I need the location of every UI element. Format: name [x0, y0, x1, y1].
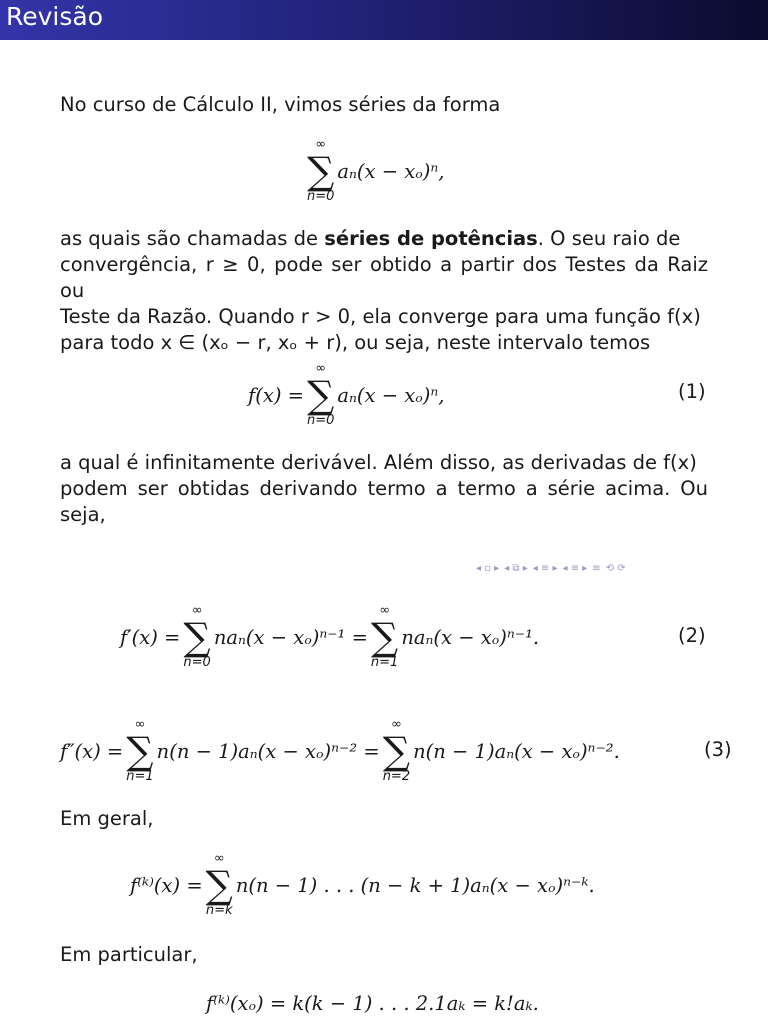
beamer-navigation — [476, 560, 768, 576]
equation-number-3: (3) — [704, 738, 732, 761]
general-derivative-equation — [130, 852, 595, 918]
eq3-lhs: f″(x) = — [60, 739, 124, 763]
sum-symbol — [126, 718, 153, 784]
equation-2 — [120, 604, 539, 670]
nav-frame-icon[interactable]: ◂ ▫ ▸ — [476, 562, 500, 574]
equation-number-2: (2) — [678, 624, 706, 647]
sum-lower-limit: n=1 — [126, 769, 154, 784]
em-particular-label: Em particular, — [60, 943, 198, 966]
para2-text-end: . O seu raio de — [537, 227, 681, 250]
sigma-icon: ∑ — [205, 863, 233, 907]
em-geral-label: Em geral, — [60, 807, 154, 830]
slide-title: Revisão — [6, 2, 104, 31]
sum-symbol — [206, 852, 233, 918]
sum-lower-limit: n=1 — [370, 655, 399, 670]
general-body: n(n − 1) . . . (n − k + 1)aₙ(x − xₒ)ⁿ⁻ᵏ. — [235, 873, 595, 897]
eq1-body: aₙ(x − xₒ)ⁿ, — [337, 383, 445, 407]
derivative-paragraph — [60, 450, 708, 528]
sum-lower-limit: n=2 — [382, 769, 411, 784]
sum-upper-limit: ∞ — [379, 603, 391, 618]
powerseries-paragraph — [60, 226, 708, 356]
nav-section-icon[interactable]: ◂ ≡ ▸ — [532, 562, 558, 574]
sum-upper-limit: ∞ — [315, 137, 327, 152]
nav-toc-icon[interactable]: ≡ — [592, 562, 601, 574]
series-body: aₙ(x − xₒ)ⁿ, — [337, 159, 445, 183]
intro-paragraph — [60, 92, 708, 118]
sum-symbol — [307, 362, 334, 428]
em-particular-text — [60, 942, 708, 968]
sigma-icon: ∑ — [126, 729, 154, 773]
eq2-body2: naₙ(x − xₒ)ⁿ⁻¹. — [401, 625, 540, 649]
sum-upper-limit: ∞ — [191, 603, 203, 618]
particular-equation — [206, 992, 539, 1015]
para2-text: as quais são chamadas de — [60, 227, 325, 250]
em-geral-text — [60, 806, 708, 832]
para2-line3: Teste da Razão. Quando r > 0, ela converge para uma função f(x) — [60, 305, 701, 328]
para3-line1: a qual é infinitamente derivável. Além disso, as derivadas de f(x) — [60, 451, 697, 474]
intro-line: No curso de Cálculo II, vimos séries da forma — [60, 93, 501, 116]
equation-number-1: (1) — [678, 380, 706, 403]
para3-line2: podem ser obtidas derivando termo a termo a série acima. Ou seja, — [60, 477, 708, 526]
nav-subsection2-icon[interactable]: ◂ ≡ ▸ — [562, 562, 588, 574]
sum-lower-limit: n=0 — [306, 413, 335, 428]
equation-3 — [60, 718, 620, 784]
eq1-lhs: f(x) = — [248, 383, 304, 407]
sigma-icon: ∑ — [307, 373, 335, 417]
sum-symbol — [383, 718, 410, 784]
sum-lower-limit: n=0 — [307, 189, 335, 204]
nav-subsection-icon[interactable]: ◂ ⧉ ▸ — [504, 562, 528, 574]
eq3-body1: n(n − 1)aₙ(x − xₒ)ⁿ⁻² = — [156, 739, 380, 763]
para2-line1 — [60, 226, 708, 252]
para2-line4: para todo x ∈ (xₒ − r, xₒ + r), ou seja, neste intervalo temos — [60, 331, 651, 354]
eq2-lhs: f′(x) = — [120, 625, 181, 649]
sum-upper-limit: ∞ — [315, 361, 327, 376]
eq2-body1: naₙ(x − xₒ)ⁿ⁻¹ = — [213, 625, 368, 649]
sigma-icon: ∑ — [183, 615, 211, 659]
sum-symbol — [371, 604, 398, 670]
series-equation — [304, 138, 445, 204]
slide-title-bar — [0, 0, 768, 40]
sum-symbol — [183, 604, 210, 670]
sigma-icon: ∑ — [382, 729, 410, 773]
sum-lower-limit: n=k — [205, 903, 233, 918]
sum-lower-limit: n=0 — [183, 655, 211, 670]
eq3-body2: n(n − 1)aₙ(x − xₒ)ⁿ⁻². — [413, 739, 620, 763]
sum-upper-limit: ∞ — [213, 851, 225, 866]
sum-symbol — [307, 138, 334, 204]
particular-expr: f⁽ᵏ⁾(xₒ) = k(k − 1) . . . 2.1aₖ = k!aₖ. — [206, 992, 539, 1015]
sum-upper-limit: ∞ — [134, 717, 146, 732]
para2-line2: convergência, r ≥ 0, pode ser obtido a partir dos Testes da Raiz ou — [60, 253, 708, 302]
bold-term: séries de potências — [324, 227, 538, 250]
general-lhs: f⁽ᵏ⁾(x) = — [130, 873, 203, 897]
sigma-icon: ∑ — [371, 615, 399, 659]
equation-1 — [248, 362, 444, 428]
sigma-icon: ∑ — [307, 149, 335, 193]
nav-search-icon[interactable]: ⟲ ⟳ — [605, 562, 626, 574]
sum-upper-limit: ∞ — [390, 717, 402, 732]
